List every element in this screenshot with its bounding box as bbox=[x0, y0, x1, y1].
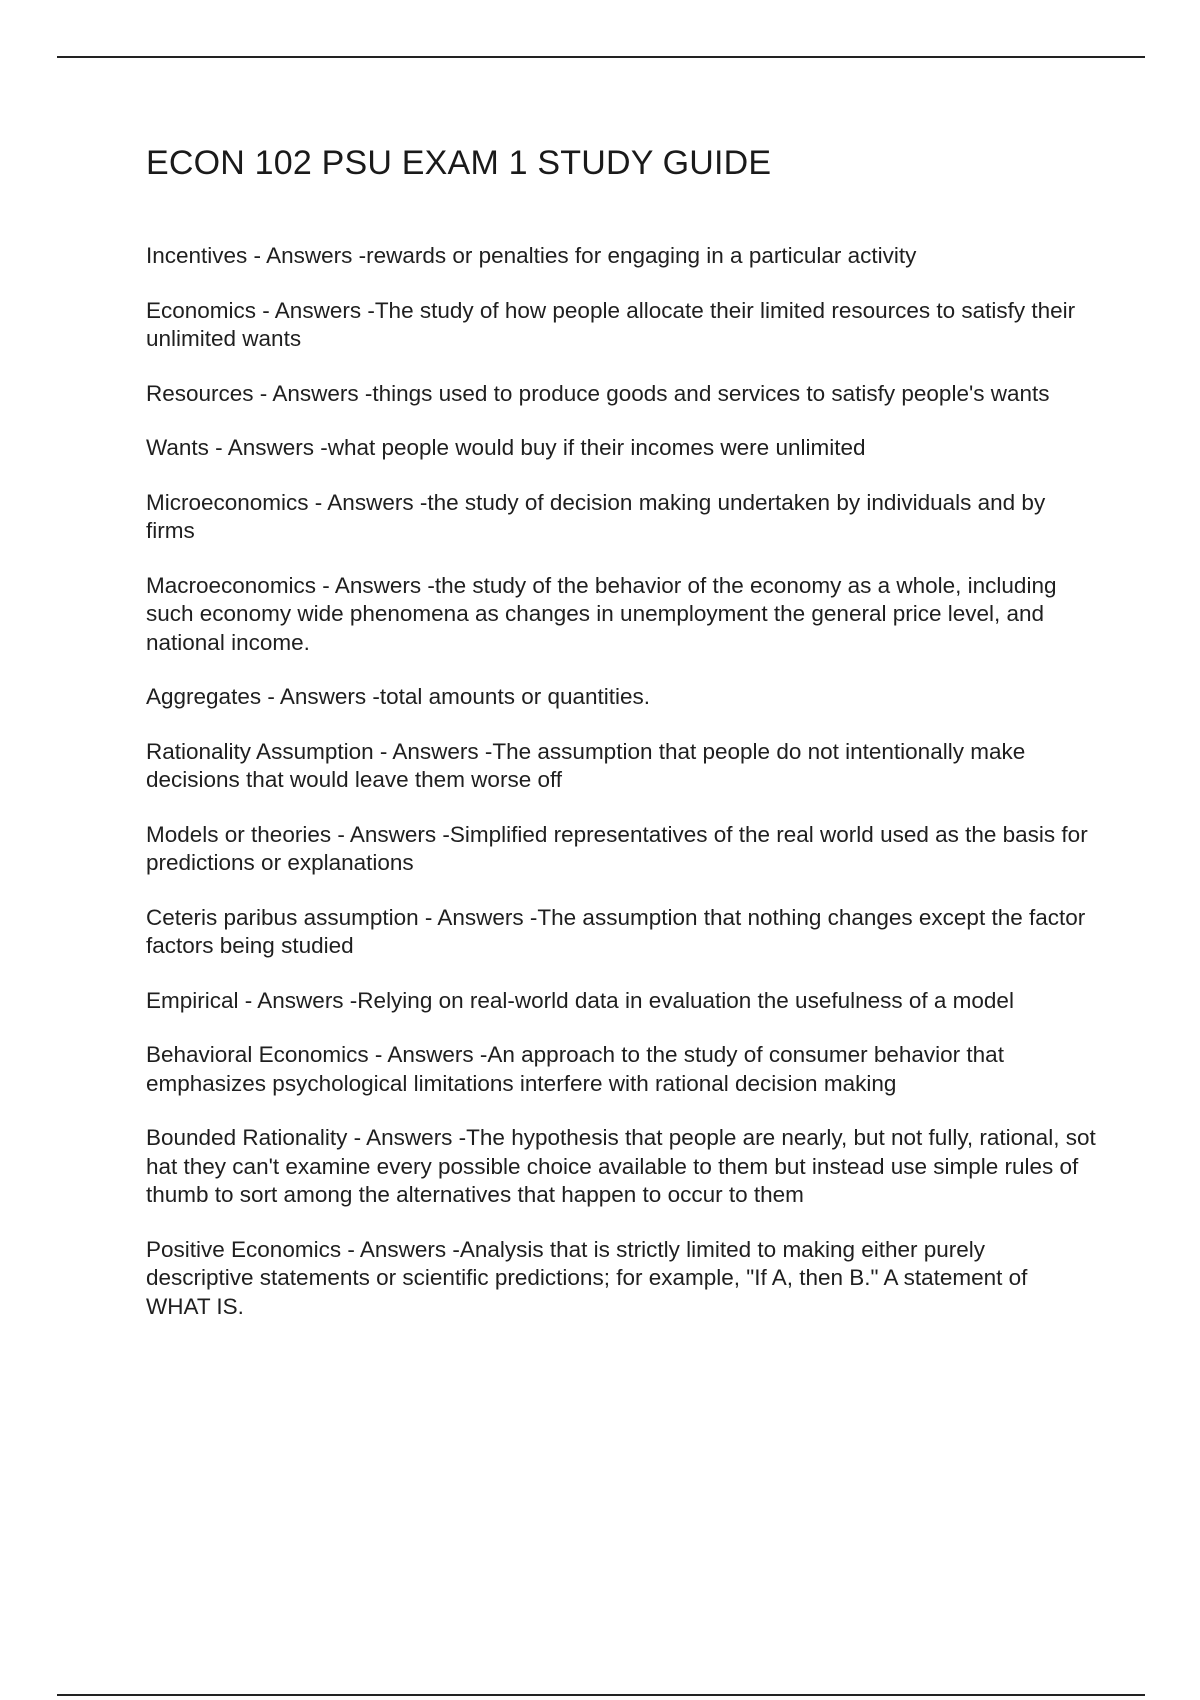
entry-answer: Answers -Relying on real-world data in evaluation the usefulness of a model bbox=[257, 987, 1014, 1013]
glossary-entry bbox=[146, 1041, 1096, 1098]
entry-term: Behavioral Economics - bbox=[146, 1042, 388, 1067]
glossary-entry bbox=[146, 1124, 1096, 1210]
entry-answer: Answers -An approach to the study of consumer behavior that emphasizes psychological limitations interfere with rational decision making bbox=[146, 1042, 1004, 1096]
glossary-entry bbox=[146, 821, 1096, 878]
entry-answer: Answers -rewards or penalties for engaging in a particular activity bbox=[266, 243, 917, 268]
bottom-rule bbox=[57, 1694, 1145, 1696]
entry-answer: Answers -the study of the behavior of the economy as a whole, including such economy wide phenomena as changes in unemployment the general price level, and national income. bbox=[146, 572, 1057, 655]
entry-answer: Answers -The assumption that nothing changes except the factor factors being studied bbox=[146, 904, 1086, 958]
entry-term: Incentives - bbox=[146, 243, 267, 268]
top-rule bbox=[57, 56, 1145, 58]
entry-term: Resources - bbox=[146, 380, 273, 406]
entry-answer: Answers -what people would buy if their incomes were unlimited bbox=[227, 435, 866, 460]
glossary-entry bbox=[146, 434, 1096, 463]
glossary-entry bbox=[146, 297, 1096, 354]
glossary-list bbox=[146, 242, 1096, 1347]
glossary-entry bbox=[146, 242, 1096, 271]
entry-answer: Answers -The study of how people allocate their limited resources to satisfy their unlimited wants bbox=[146, 297, 1076, 351]
entry-answer: Answers -Simplified representatives of the real world used as the basis for predictions or explanations bbox=[146, 821, 1088, 875]
entry-term: Empirical - bbox=[146, 987, 258, 1013]
entry-term: Ceteris paribus assumption - bbox=[146, 904, 438, 930]
entry-term: Wants - bbox=[146, 435, 228, 460]
entry-answer: Answers -The assumption that people do not intentionally make decisions that would leave them worse off bbox=[146, 738, 1026, 792]
entry-term: Microeconomics - bbox=[146, 489, 328, 515]
entry-answer: Answers -the study of decision making undertaken by individuals and by firms bbox=[146, 489, 1046, 543]
entry-term: Positive Economics - bbox=[146, 1236, 360, 1262]
entry-answer: Answers -total amounts or quantities. bbox=[279, 684, 651, 709]
page-title: ECON 102 PSU EXAM 1 STUDY GUIDE bbox=[146, 144, 772, 182]
glossary-entry bbox=[146, 489, 1096, 546]
entry-answer: Answers -things used to produce goods and services to satisfy people's wants bbox=[272, 380, 1050, 406]
glossary-entry bbox=[146, 1236, 1096, 1322]
glossary-entry bbox=[146, 572, 1096, 658]
glossary-entry bbox=[146, 683, 1096, 712]
entry-term: Bounded Rationality - bbox=[146, 1125, 367, 1150]
glossary-entry bbox=[146, 904, 1096, 961]
entry-term: Rationality Assumption - bbox=[146, 738, 393, 764]
entry-term: Aggregates - bbox=[146, 684, 280, 709]
entry-term: Macroeconomics - bbox=[146, 572, 335, 598]
glossary-entry bbox=[146, 380, 1096, 409]
glossary-entry bbox=[146, 987, 1096, 1016]
entry-answer: Answers -Analysis that is strictly limited to making either purely descriptive statements or scientific predictions; for example, "If A, then B." A statement of WHAT IS. bbox=[146, 1236, 1028, 1319]
glossary-entry bbox=[146, 738, 1096, 795]
entry-term: Economics - bbox=[146, 297, 275, 323]
entry-term: Models or theories - bbox=[146, 821, 350, 847]
entry-answer: Answers -The hypothesis that people are nearly, but not fully, rational, sot hat they can't examine every possible choice available to them but instead use simple rules of thumb to sort among the alternatives that happen to occur to them bbox=[146, 1125, 1096, 1207]
